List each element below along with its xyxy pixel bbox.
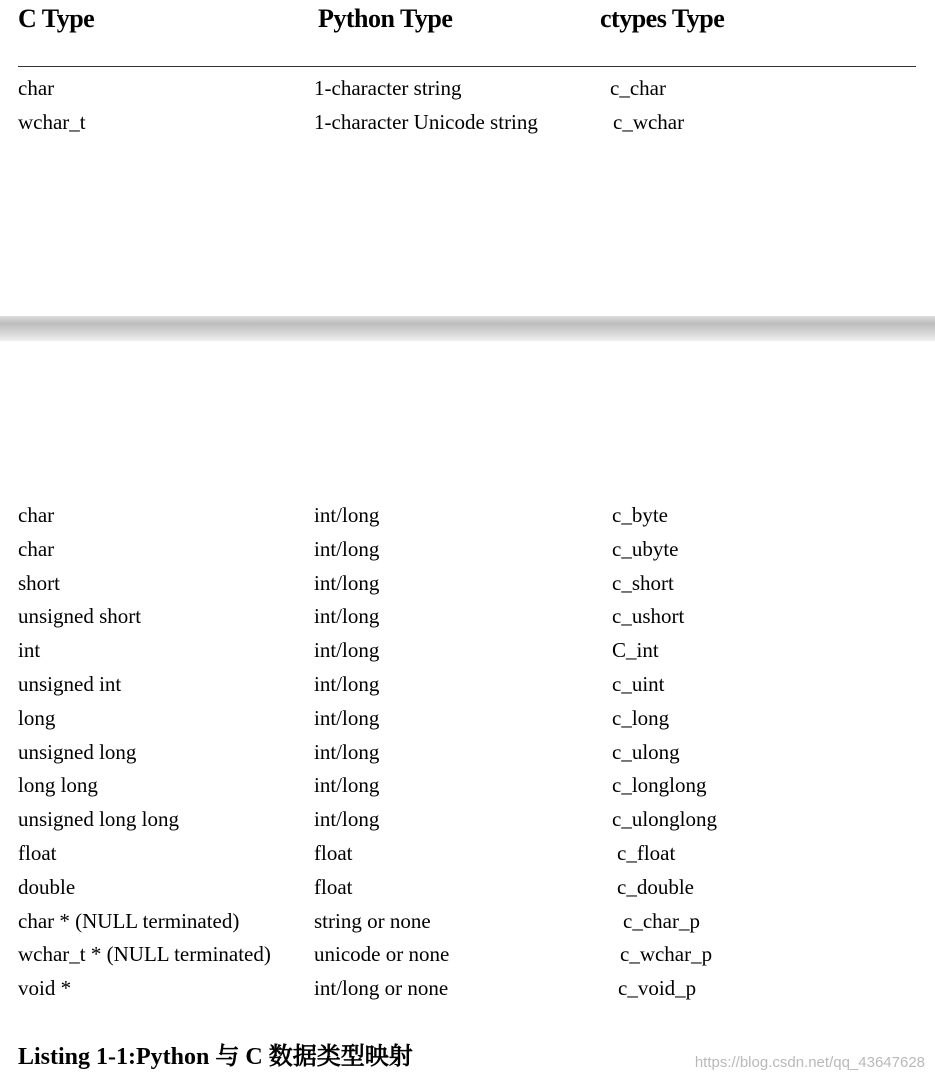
table-row <box>0 498 935 532</box>
table-row <box>0 971 935 1005</box>
cell-ctypes-type: c_ubyte <box>612 536 679 561</box>
table-row <box>0 667 935 701</box>
cell-c-type: short <box>18 570 60 595</box>
cell-c-type: long <box>18 705 56 730</box>
header-python-type: Python Type <box>318 4 453 33</box>
cell-c-type: int <box>18 638 41 663</box>
cell-python-type: int/long <box>314 503 380 527</box>
table-row <box>0 599 935 633</box>
cell-ctypes-type: c_ulonglong <box>612 807 717 832</box>
caption-prefix: Listing 1-1:Python <box>18 1044 216 1070</box>
cell-c-type: wchar_t * (NULL terminated) <box>18 942 271 967</box>
cell-ctypes-type: c_char_p <box>623 908 700 933</box>
cell-ctypes-type: C_int <box>612 638 659 663</box>
header-ctypes-type: ctypes Type <box>600 4 725 33</box>
table-row <box>0 633 935 667</box>
cell-ctypes-type: c_longlong <box>612 773 707 798</box>
cell-python-type: float <box>314 841 353 865</box>
cell-python-type: float <box>314 874 353 899</box>
cell-python-type: int/long <box>314 638 380 663</box>
cell-ctypes-type: c_ulong <box>612 739 680 764</box>
cell-python-type: string or none <box>314 908 431 933</box>
cell-ctypes-type: c_wchar <box>613 110 685 134</box>
table-row <box>0 71 935 105</box>
cell-python-type: int/long <box>314 672 380 696</box>
table-row <box>0 802 935 836</box>
table-row <box>0 870 935 904</box>
cell-c-type: long long <box>18 773 98 798</box>
cell-ctypes-type: c_uint <box>612 672 665 696</box>
table-row <box>0 105 935 139</box>
cell-c-type: char <box>18 76 55 100</box>
cell-c-type: void * <box>18 976 72 1001</box>
cell-c-type: double <box>18 874 76 899</box>
cell-c-type: wchar_t <box>18 110 86 134</box>
cell-ctypes-type: c_char <box>610 76 666 100</box>
cell-ctypes-type: c_float <box>617 841 676 865</box>
cell-python-type: int/long <box>314 705 380 730</box>
cell-c-type: unsigned int <box>18 672 122 696</box>
cell-ctypes-type: c_void_p <box>618 976 697 1001</box>
listing-caption <box>18 1036 413 1071</box>
cell-c-type: char <box>18 503 55 527</box>
cell-c-type: unsigned long <box>18 739 137 764</box>
cell-ctypes-type: c_ushort <box>612 604 685 629</box>
cell-python-type: int/long <box>314 570 380 595</box>
cell-python-type: int/long <box>314 536 380 561</box>
cell-ctypes-type: c_wchar_p <box>620 942 713 967</box>
table-row <box>0 904 935 938</box>
cell-ctypes-type: c_double <box>617 874 694 899</box>
caption-mid: C <box>239 1044 269 1070</box>
table-row <box>0 566 935 600</box>
table-row <box>0 937 935 971</box>
caption-cjk-1: 与 <box>215 1042 240 1070</box>
header-c-type: C Type <box>18 4 95 33</box>
table-row <box>0 768 935 802</box>
header-rule <box>18 66 916 67</box>
cell-c-type: char * (NULL terminated) <box>18 908 240 933</box>
cell-c-type: char <box>18 536 55 561</box>
cell-python-type: unicode or none <box>314 942 450 967</box>
table-row <box>0 735 935 769</box>
cell-ctypes-type: c_long <box>612 705 670 730</box>
table-row <box>0 532 935 566</box>
cell-python-type: 1-character Unicode string <box>314 110 538 134</box>
table-row <box>0 701 935 735</box>
caption-cjk-2: 数据类型映射 <box>268 1042 413 1070</box>
table-row <box>0 836 935 870</box>
cell-python-type: int/long <box>314 773 380 798</box>
cell-c-type: unsigned short <box>18 604 142 629</box>
cell-python-type: int/long <box>314 739 380 764</box>
page-separator <box>0 316 935 341</box>
cell-ctypes-type: c_byte <box>612 503 668 527</box>
watermark: https://blog.csdn.net/qq_43647628 <box>694 1054 925 1071</box>
cell-python-type: int/long <box>314 807 380 832</box>
cell-ctypes-type: c_short <box>612 570 674 595</box>
cell-c-type: float <box>18 841 57 865</box>
cell-c-type: unsigned long long <box>18 807 179 832</box>
cell-python-type: 1-character string <box>314 76 462 100</box>
cell-python-type: int/long <box>314 604 380 629</box>
cell-python-type: int/long or none <box>314 976 449 1001</box>
